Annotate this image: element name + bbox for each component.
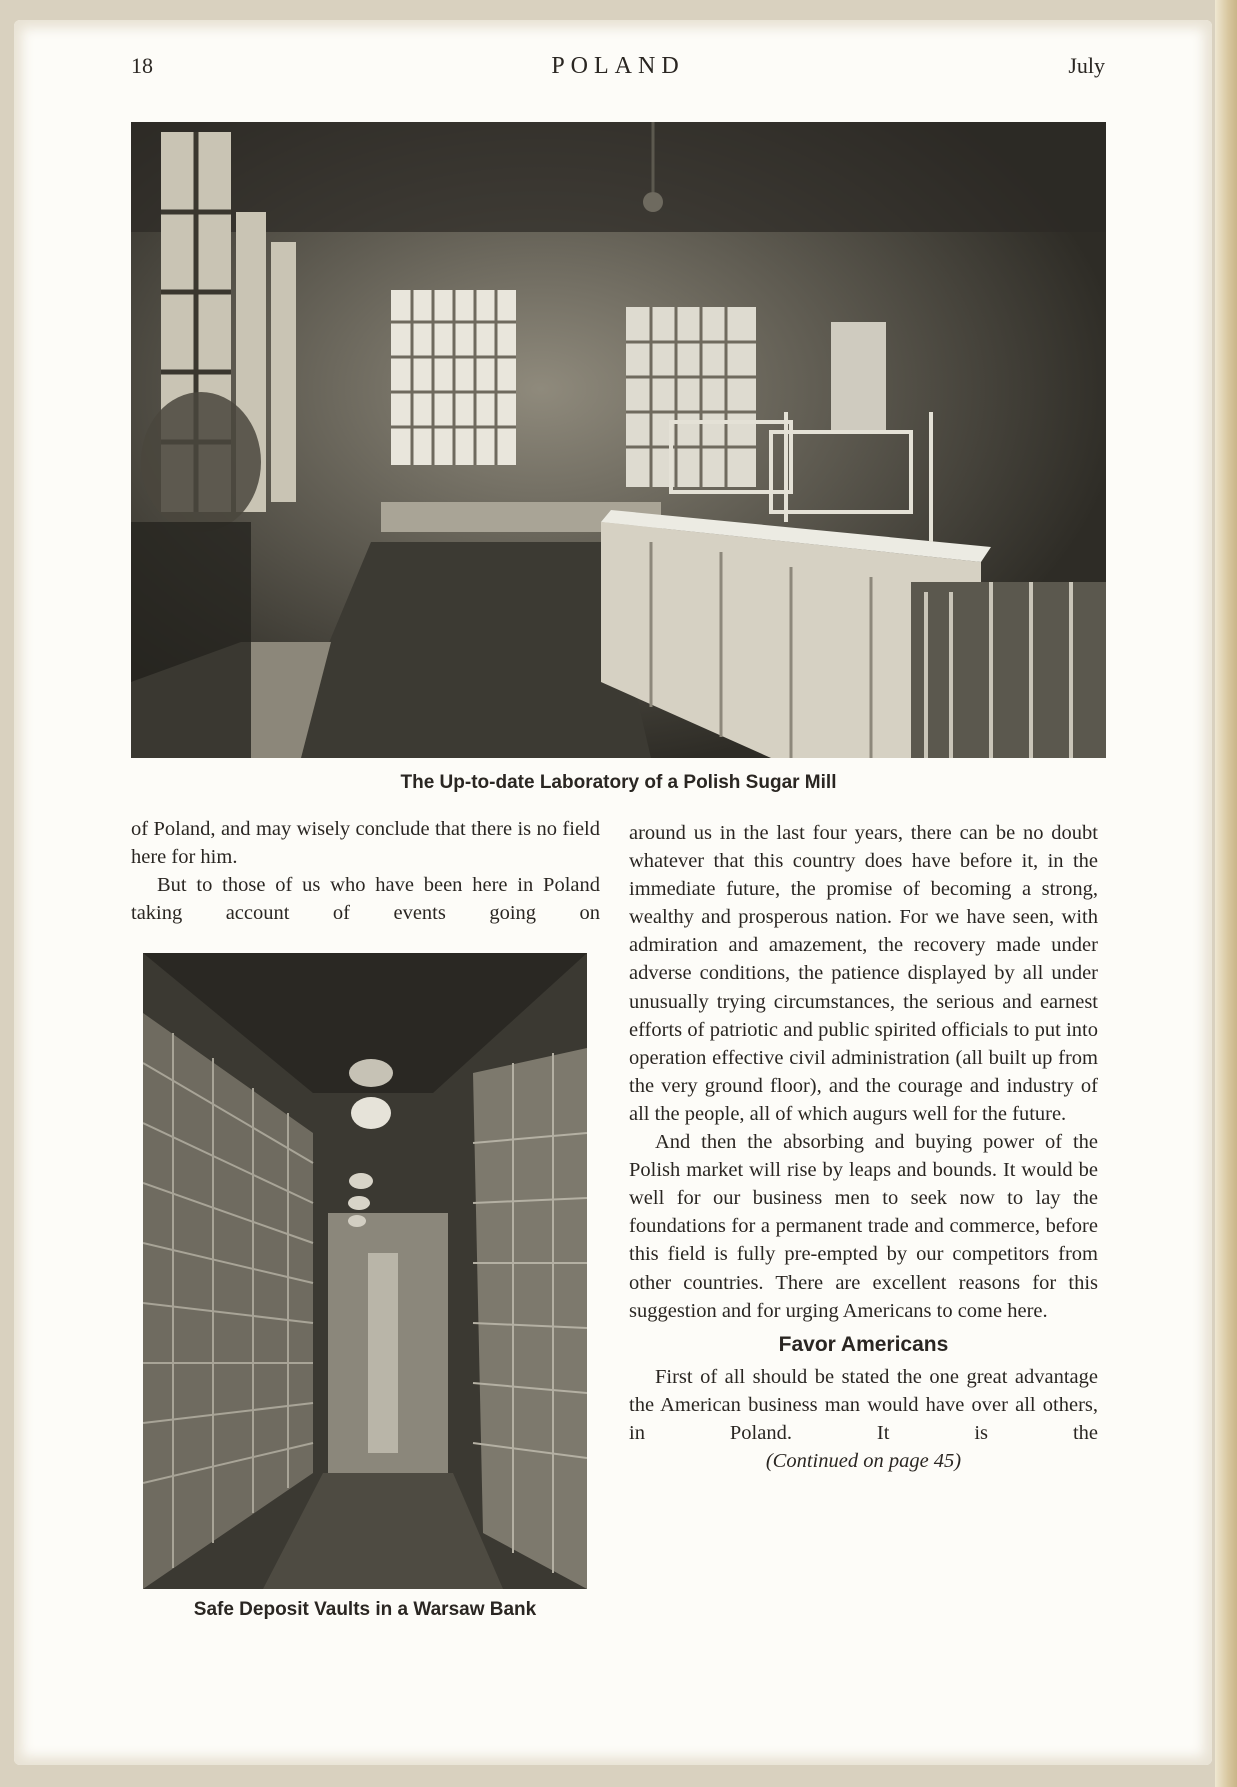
- right-paragraph-2: And then the absorbing and buying power of the Polish market will rise by leaps and bounds. It would be well for our business men to seek now to lay the foundations for a permanent trade and commerce, before this field is fully pre-empted by our competitors from other countries. There are excellent reasons for this suggestion and for urging Americans to come here.: [629, 1131, 1098, 1322]
- running-header: [131, 53, 1105, 83]
- right-paragraph-1: around us in the last four years, there can be no doubt whatever that this country does have before it, in the immediate future, the promise of becoming a strong, wealthy and prosperous nation. For we have seen, with admiration and amazement, the recovery made under adverse conditions, the patience displayed by all under unusually trying circumstances, the serious and earnest efforts of patriotic and public spirited officials to put into operation effective civil administration (all built up from the very ground floor), and the courage and industry of all the people, all of which augurs well for the future.: [629, 822, 1098, 1125]
- left-paragraph-1: of Poland, and may wisely conclude that there is no field here for him.: [131, 818, 600, 869]
- left-paragraph-2: But to those of us who have been here in Poland taking account of events going on: [131, 874, 600, 925]
- right-column: [629, 819, 1098, 1475]
- page-number: 18: [131, 53, 153, 78]
- right-paragraph-3: First of all should be stated the one great advantage the American business man would have over all others, in Poland. It is the: [629, 1365, 1098, 1444]
- laboratory-photo: [131, 122, 1106, 758]
- section-heading: Favor Americans: [778, 1332, 949, 1356]
- vault-photo: [143, 953, 587, 1589]
- continued-note: (Continued on page 45): [765, 1449, 962, 1472]
- vault-caption: Safe Deposit Vaults in a Warsaw Bank: [193, 1599, 537, 1620]
- issue-month: July: [1068, 53, 1105, 78]
- laboratory-caption: The Up-to-date Laboratory of a Polish Sugar Mill: [400, 772, 837, 793]
- left-column: [131, 815, 600, 927]
- page-edge: [1215, 0, 1237, 1787]
- magazine-title: POLAND: [551, 53, 685, 79]
